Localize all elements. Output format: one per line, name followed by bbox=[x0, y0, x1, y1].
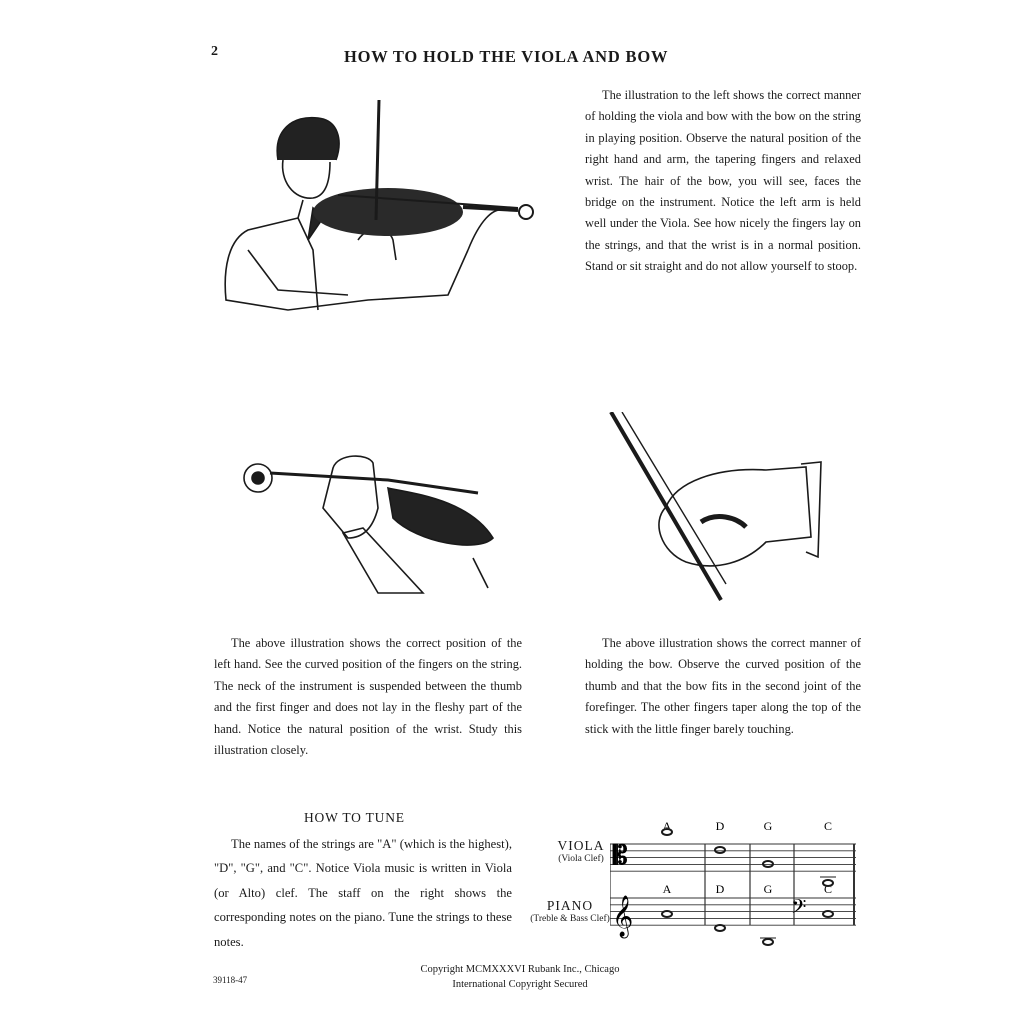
copyright-line: Copyright MCMXXXVI Rubank Inc., Chicago bbox=[420, 964, 620, 975]
player-illustration bbox=[218, 100, 540, 315]
left-hand-text: The above illustration shows the correct position of the left hand. See the curved position of the fingers on the string. The neck of the instrument is suspended between the thumb and the first finger and does not lay in the fleshy part of the hand. Notice the natural position of the wrist. Study this illustration closely. bbox=[214, 636, 522, 758]
treble-clef-icon: 𝄞 bbox=[612, 896, 634, 936]
copyright-notice bbox=[380, 962, 660, 992]
left-hand-illustration bbox=[238, 448, 508, 596]
tuning-heading: HOW TO TUNE bbox=[304, 810, 405, 825]
piano-note bbox=[715, 925, 725, 931]
bow-paragraph bbox=[585, 633, 861, 740]
piano-note bbox=[662, 911, 672, 917]
viola-body-side bbox=[388, 488, 493, 545]
viola-label: VIOLA bbox=[557, 838, 605, 853]
viola-body bbox=[313, 188, 533, 236]
viola-staff-label bbox=[553, 838, 609, 864]
piano-staff-label bbox=[528, 898, 612, 924]
alto-clef-icon: 𝄡 bbox=[613, 841, 628, 870]
piano-string-label: A bbox=[662, 882, 672, 896]
viola-note bbox=[715, 847, 725, 853]
left-hand-paragraph bbox=[214, 633, 522, 761]
viola-string-label: D bbox=[715, 819, 725, 833]
viola-string-label: A bbox=[662, 819, 672, 833]
piano-label: PIANO bbox=[546, 898, 594, 913]
tuning-text: The names of the strings are "A" (which is the highest), "D", "G", and "C". Notice Viola music is written in Viola (or Alto) clef. The staff on the right shows the corresponding notes on the piano. Tune the strings to these notes. bbox=[214, 837, 512, 949]
bass-clef-icon: 𝄢 bbox=[791, 897, 807, 923]
piano-string-label: D bbox=[715, 882, 725, 896]
bow-hold-illustration bbox=[606, 412, 828, 604]
intro-paragraph bbox=[585, 85, 861, 278]
catalog-number: 39118-47 bbox=[213, 975, 248, 985]
page-title: HOW TO HOLD THE VIOLA AND BOW bbox=[344, 47, 669, 66]
piano-note bbox=[823, 911, 833, 917]
right-hand bbox=[659, 467, 811, 566]
piano-clef-label: (Treble & Bass Clef) bbox=[530, 914, 610, 924]
piano-string-label: C bbox=[823, 882, 833, 896]
left-hand bbox=[323, 456, 378, 538]
piano-note bbox=[763, 939, 773, 945]
viola-string-label: G bbox=[763, 819, 773, 833]
tuning-staff bbox=[610, 816, 866, 946]
tuning-paragraph bbox=[214, 832, 512, 954]
page-number: 2 bbox=[211, 44, 218, 59]
piano-string-label: G bbox=[763, 882, 773, 896]
intro-text: The illustration to the left shows the correct manner of holding the viola and bow with the bow on the string in playing position. Observe the natural position of the right hand and arm, the tapering fingers and relaxed wrist. The hair of the bow, you will see, faces the bridge on the instrument. Notice the left arm is held well under the Viola. See how nicely the fingers lay on the strings, and that the wrist is in a normal position. Stand or sit straight and do not allow yourself to stoop. bbox=[585, 88, 861, 274]
viola-clef-label: (Viola Clef) bbox=[558, 854, 604, 864]
viola-string-label: C bbox=[823, 819, 833, 833]
bow-text: The above illustration shows the correct manner of holding the bow. Observe the curved position of the thumb and that the bow fits in the second joint of the forefinger. The other fingers taper along the top of the stick with the little finger barely touching. bbox=[585, 636, 861, 736]
cuff bbox=[801, 462, 821, 557]
copyright-secured-line: International Copyright Secured bbox=[452, 979, 588, 990]
